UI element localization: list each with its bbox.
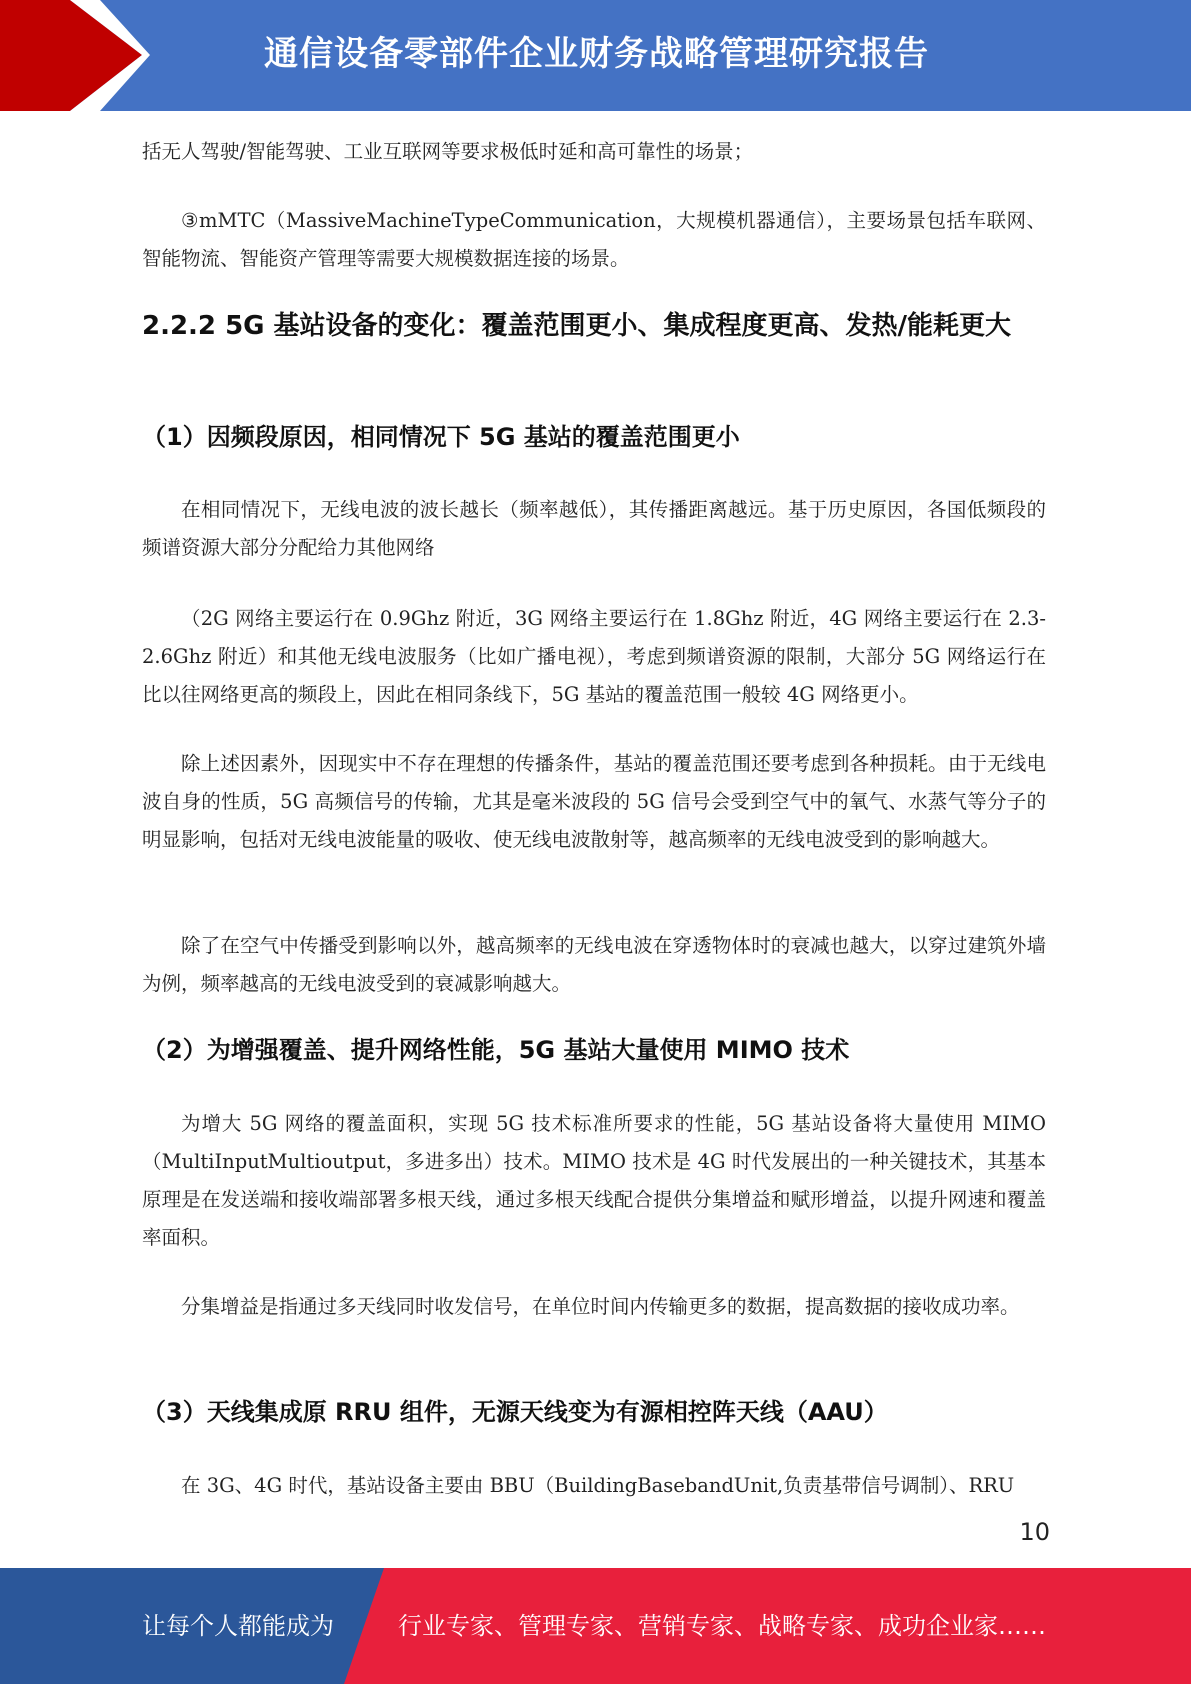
page-number: 10 (1019, 1518, 1050, 1546)
paragraph: 括无人驾驶/智能驾驶、工业互联网等要求极低时延和高可靠性的场景； (142, 140, 754, 163)
paragraph: 分集增益是指通过多天线同时收发信号，在单位时间内传输更多的数据，提高数据的接收成功率。 (181, 1295, 1020, 1318)
section-heading: 2.2.2 5G 基站设备的变化：覆盖范围更小、集成程度更高、发热/能耗更大 (142, 311, 1012, 341)
paragraph: （2G 网络主要运行在 0.9Ghz 附近，3G 网络主要运行在 1.8Ghz 附近，4G 网络主要运行在 2.3-2.6Ghz 附近）和其他无线电波服务（比如广播电视），考虑到频谱资源的限制，大部分 5G 网络运行在比以往网络更高的频段上，因此在相同条线下，5G 基站的覆盖范围一般较 4G 网络更小。 (142, 607, 1046, 706)
paragraph: 除上述因素外，因现实中不存在理想的传播条件，基站的覆盖范围还要考虑到各种损耗。由于无线电波自身的性质，5G 高频信号的传输，尤其是毫米波段的 5G 信号会受到空气中的氧气、水蒸气等分子的明显影响，包括对无线电波能量的吸收、使无线电波散射等，越高频率的无线电波受到的影响越大。 (142, 752, 1046, 851)
paragraph: 为增大 5G 网络的覆盖面积，实现 5G 技术标准所要求的性能，5G 基站设备将大量使用 MIMO（MultiInputMultioutput，多进多出）技术。MIMO 技术是 4G 时代发展出的一种关键技术，其基本原理是在发送端和接收端部署多根天线，通过多根天线配合提供分集增益和赋形增益，以提升网速和覆盖率面积。 (142, 1112, 1046, 1249)
subsection-heading: （1）因频段原因，相同情况下 5G 基站的覆盖范围更小 (142, 423, 740, 451)
report-title: 通信设备零部件企业财务战略管理研究报告 (264, 34, 929, 74)
paragraph: ③mMTC（MassiveMachineTypeCommunication，大规模机器通信），主要场景包括车联网、智能物流、智能资产管理等需要大规模数据连接的场景。 (142, 209, 1046, 270)
paragraph: 除了在空气中传播受到影响以外，越高频率的无线电波在穿透物体时的衰减也越大，以穿过建筑外墙为例，频率越高的无线电波受到的衰减影响越大。 (142, 934, 1046, 995)
page-footer (0, 1568, 1191, 1684)
footer-slogan-left: 让每个人都能成为 (142, 1612, 334, 1640)
page-header (0, 0, 1191, 111)
footer-slogan-right: 行业专家、管理专家、营销专家、战略专家、成功企业家…… (398, 1612, 1046, 1640)
paragraph: 在 3G、4G 时代，基站设备主要由 BBU（BuildingBasebandUnit,负责基带信号调制）、RRU (181, 1474, 1015, 1497)
subsection-heading: （2）为增强覆盖、提升网络性能，5G 基站大量使用 MIMO 技术 (142, 1036, 850, 1064)
subsection-heading: （3）天线集成原 RRU 组件，无源天线变为有源相控阵天线（AAU） (142, 1398, 888, 1426)
paragraph: 在相同情况下，无线电波的波长越长（频率越低），其传播距离越远。基于历史原因，各国低频段的频谱资源大部分分配给力其他网络 (142, 498, 1046, 559)
